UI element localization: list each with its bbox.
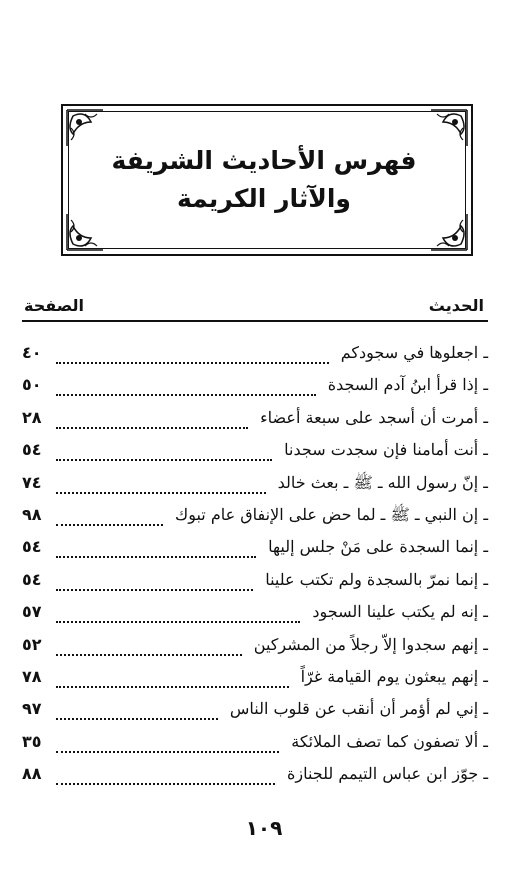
- entry-text: ـ إن النبي ـ ﷺ ـ لما حض على الإنفاق عام تبوك: [175, 504, 488, 524]
- leader-dots: [56, 567, 253, 591]
- entry-text: ـ إذا قرأ ابنُ آدم السجدة: [327, 375, 488, 395]
- leader-dots: [56, 632, 242, 656]
- list-item: [22, 437, 488, 469]
- entry-page: ٥٤: [22, 440, 42, 460]
- entry-page: ٨٨: [22, 764, 42, 784]
- page-title: فهرس الأحاديث الشريفة: [111, 146, 417, 175]
- entry-page: ٥٢: [22, 634, 42, 654]
- entry-text: ـ إنما السجدة على مَنْ جلس إليها: [268, 537, 488, 557]
- corner-ornament-icon: [429, 212, 469, 252]
- list-item: [22, 729, 488, 761]
- entry-text: ـ إنهم سجدوا إلاّ رجلاً من المشركين: [253, 634, 488, 654]
- leader-dots: [56, 761, 275, 785]
- list-item: [22, 599, 488, 631]
- corner-ornament-icon: [65, 212, 105, 252]
- leader-dots: [56, 729, 279, 753]
- index-list: [22, 340, 488, 793]
- entry-page: ٧٤: [22, 472, 42, 492]
- list-item: [22, 405, 488, 437]
- entry-text: ـ إنهم يبعثون يوم القيامة غرّاً: [300, 666, 488, 686]
- entry-page: ٩٨: [22, 504, 42, 524]
- entry-text: ـ إني لم أؤمر أن أنقب عن قلوب الناس: [229, 699, 488, 719]
- corner-ornament-icon: [429, 108, 469, 148]
- entry-text: ـ أنت أمامنا فإن سجدت سجدنا: [284, 440, 488, 460]
- list-item: [22, 567, 488, 599]
- entry-text: ـ إنما نمرّ بالسجدة ولم تكتب علينا: [265, 569, 488, 589]
- page-number: ١٠٩: [245, 816, 283, 840]
- list-item: [22, 664, 488, 696]
- leader-dots: [56, 437, 272, 461]
- list-item: [22, 372, 488, 404]
- leader-dots: [56, 405, 248, 429]
- entry-text: ـ ألا تصفون كما تصف الملائكة: [291, 731, 488, 751]
- list-item: [22, 470, 488, 502]
- entry-page: ٥٤: [22, 537, 42, 557]
- entry-page: ٥٠: [22, 375, 42, 395]
- leader-dots: [56, 372, 316, 396]
- title-frame: [61, 104, 473, 256]
- entry-page: ٩٧: [22, 699, 42, 719]
- leader-dots: [56, 470, 266, 494]
- list-item: [22, 632, 488, 664]
- leader-dots: [56, 664, 289, 688]
- entry-page: ٧٨: [22, 666, 42, 686]
- column-header-hadith: الحديث: [428, 296, 484, 315]
- entry-text: ـ إنه لم يكتب علينا السجود: [312, 602, 488, 622]
- entry-page: ٤٠: [22, 343, 42, 362]
- entry-text: ـ جوّز ابن عباس التيمم للجنازة: [286, 764, 488, 784]
- list-item: [22, 534, 488, 566]
- leader-dots: [56, 696, 218, 720]
- list-item: [22, 502, 488, 534]
- entry-text: ـ أمرت أن أسجد على سبعة أعضاء: [260, 407, 488, 427]
- leader-dots: [56, 599, 300, 623]
- entry-text: ـ اجعلوها في سجودكم: [340, 343, 488, 362]
- entry-page: ٥٤: [22, 569, 42, 589]
- list-item: [22, 696, 488, 728]
- header-divider: [22, 320, 488, 322]
- column-header-page: الصفحة: [24, 296, 85, 315]
- list-item: [22, 761, 488, 793]
- list-item: [22, 340, 488, 372]
- leader-dots: [56, 340, 329, 364]
- entry-text: ـ إنّ رسول الله ـ ﷺ ـ بعث خالد: [277, 472, 488, 492]
- page-subtitle: والآثار الكريمة: [177, 184, 351, 213]
- entry-page: ٢٨: [22, 407, 42, 427]
- entry-page: ٥٧: [22, 602, 42, 622]
- leader-dots: [56, 502, 163, 526]
- entry-page: ٣٥: [22, 731, 42, 751]
- leader-dots: [56, 534, 256, 558]
- corner-ornament-icon: [65, 108, 105, 148]
